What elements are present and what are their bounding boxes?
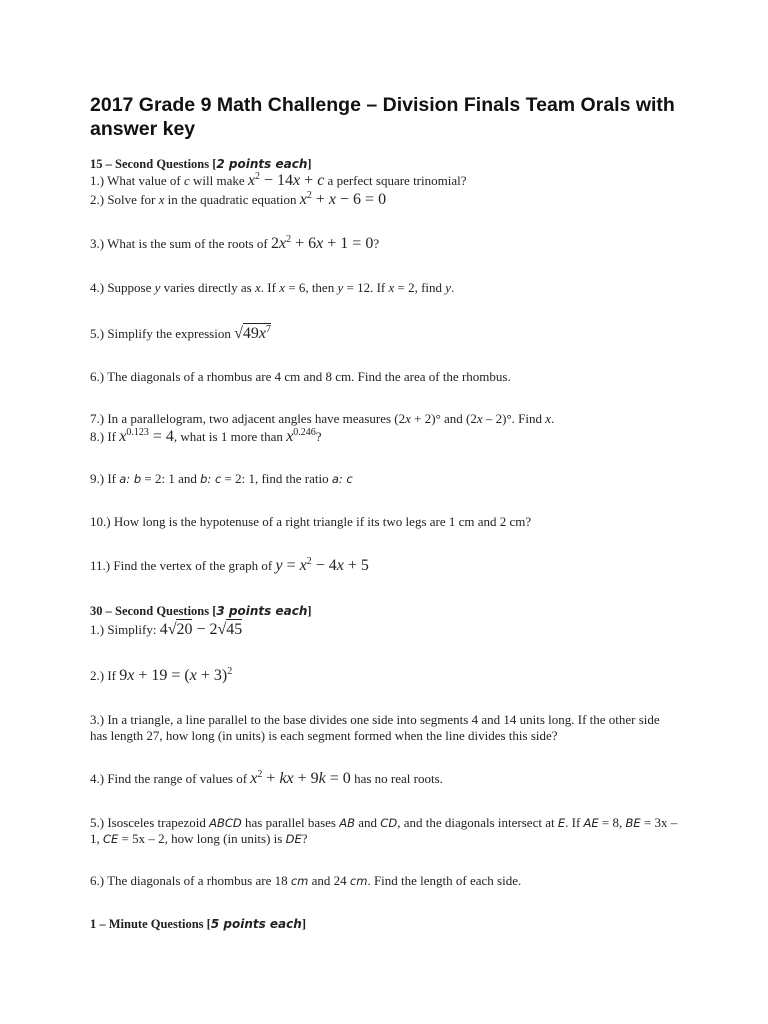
section-points: 2 points each [216, 157, 308, 171]
question-15-8: 8.) If $x^{0.123} = 4$, what is 1 more than $x^{0.246}$? [90, 427, 322, 445]
section-range: 1 – Minute Questions [ [90, 917, 211, 931]
section-header-1-minute [90, 916, 690, 932]
question-30-3: 3.) In a triangle, a line parallel to the base divides one side into segments 4 and 14 units long. If the other side has length 27, how long (in units) is each segment formed when the line divides this side? [90, 712, 660, 743]
equation: $x^2$ + kx + 9k = 0 [250, 769, 351, 787]
equation: $9x + 19 = (x + 3)^2$ [119, 666, 233, 684]
equation: $x^{0.123} = 4$ [119, 427, 174, 445]
section-header-30-second [90, 603, 690, 619]
equation: $y = x^2 - 4x + 5$ [275, 556, 369, 574]
section-range: 30 – Second Questions [ [90, 604, 217, 618]
question-15-4: 4.) Suppose y varies directly as x. If x = 6, then y = 12. If x = 2, find y. [90, 280, 455, 295]
section-close: ] [307, 604, 312, 618]
equation: 4√20 − 2√45 [159, 621, 243, 638]
document-title: 2017 Grade 9 Math Challenge – Division Finals Team Orals with answer key [90, 94, 675, 140]
equation: $2x^2 + 6x + 1 = 0$ [271, 234, 374, 252]
question-15-5: 5.) Simplify the expression $√49x^7$ [90, 324, 271, 342]
question-15-11: 11.) Find the vertex of the graph of $y = x^2 - 4x + 5$ [90, 556, 369, 574]
section-range: 15 – Second Questions [ [90, 157, 217, 171]
section-header-15-second [90, 156, 690, 172]
question-15-3: 3.) What is the sum of the roots of $2x^2 + 6x + 1 = 0$? [90, 234, 380, 252]
section-points: 5 points each [210, 917, 302, 931]
question-30-5: 5.) Isosceles trapezoid ABCD has parallel bases AB and CD, and the diagonals intersect at E. If AE = 8, BE = 3x – 1, CE = 5x – 2, how long (in units) is DE? [90, 815, 678, 846]
question-30-6: 6.) The diagonals of a rhombus are 18 cm and 24 cm. Find the length of each side. [90, 873, 522, 888]
section-close: ] [307, 157, 312, 171]
question-15-9: 9.) If a: b = 2: 1 and b: c = 2: 1, find the ratio a: c [90, 471, 353, 486]
equation: $x^2 + x - 6 = 0$ [299, 190, 387, 208]
question-15-7: 7.) In a parallelogram, two adjacent angles have measures (2x + 2)° and (2x – 2)°. Find x. [90, 411, 555, 426]
question-15-6: 6.) The diagonals of a rhombus are 4 cm and 8 cm. Find the area of the rhombus. [90, 369, 511, 384]
equation: $x^{0.246}$ [286, 427, 316, 445]
section-points: 3 points each [216, 604, 308, 618]
equation: $√49x^7$ [234, 324, 271, 342]
question-15-2: 2.) Solve for x in the quadratic equation $x^2 + x - 6 = 0$ [90, 190, 387, 208]
question-15-10: 10.) How long is the hypotenuse of a right triangle if its two legs are 1 cm and 2 cm? [90, 514, 532, 529]
question-15-1: 1.) What value of c will make $x^2 - 14x + c$ a perfect square trinomial? [90, 171, 467, 189]
question-30-4: 4.) Find the range of values of $x^2$ + kx + 9k = 0 has no real roots. [90, 769, 443, 787]
question-30-1: 1.) Simplify: 4√20 − 2√45 [90, 621, 243, 638]
equation: $x^2 - 14x + c$ [247, 171, 325, 189]
question-30-2: 2.) If $9x + 19 = (x + 3)^2$ [90, 666, 233, 684]
section-close: ] [301, 917, 306, 931]
